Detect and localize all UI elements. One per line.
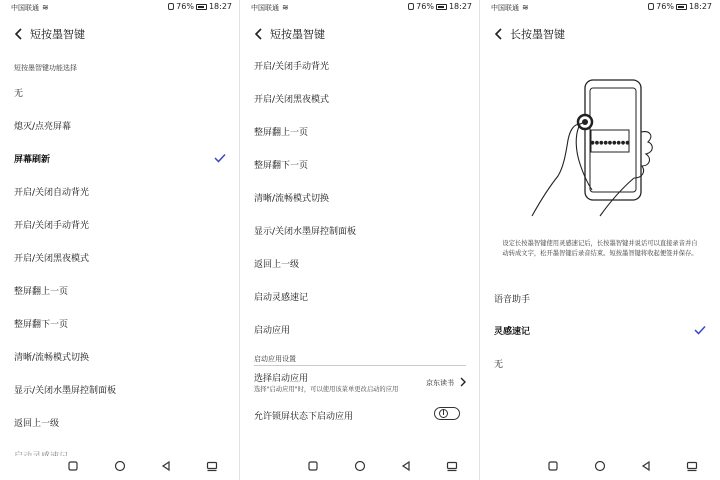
- battery-icon: [676, 4, 687, 10]
- clock: 18:27: [448, 2, 472, 11]
- option-control-panel[interactable]: 显示/关闭水墨屏控制面板: [14, 386, 117, 396]
- check-icon: [694, 325, 706, 335]
- menu-nav-icon[interactable]: [206, 460, 218, 472]
- carrier-label: 中国联通: [11, 4, 39, 12]
- option-screen-refresh[interactable]: 屏幕刷新: [14, 155, 51, 165]
- battery-percent: 76%: [176, 2, 194, 11]
- square-nav-icon[interactable]: [547, 460, 559, 472]
- option-page-up[interactable]: 整屏翻上一页: [14, 287, 69, 297]
- vibrate-icon: [408, 3, 414, 10]
- home-circle-icon[interactable]: [114, 460, 126, 472]
- back-arrow-icon[interactable]: [253, 27, 265, 41]
- section-label: 短按墨智键功能选择: [14, 64, 77, 72]
- option-screen-toggle[interactable]: 熄灭/点亮屏幕: [14, 122, 72, 132]
- clock: 18:27: [208, 2, 232, 11]
- navigation-bar: [0, 456, 240, 476]
- clock: 18:27: [688, 2, 712, 11]
- option-page-down[interactable]: 整屏翻下一页: [254, 161, 309, 171]
- battery-icon: [436, 4, 447, 10]
- battery-percent: 76%: [656, 2, 674, 11]
- option-page-up[interactable]: 整屏翻上一页: [254, 128, 309, 138]
- lockscreen-launch-toggle[interactable]: [434, 407, 460, 420]
- home-circle-icon[interactable]: [594, 460, 606, 472]
- option-auto-backlight[interactable]: 开启/关闭自动背光: [14, 188, 90, 198]
- square-nav-icon[interactable]: [307, 460, 319, 472]
- navigation-bar: [480, 456, 720, 476]
- home-circle-icon[interactable]: [354, 460, 366, 472]
- battery-icon: [196, 4, 207, 10]
- option-voice-assistant[interactable]: 语音助手: [494, 295, 531, 305]
- option-launch-app[interactable]: 启动应用: [254, 326, 291, 336]
- toggle-knob-mark: [443, 410, 444, 415]
- status-bar: [240, 0, 480, 16]
- status-bar: [0, 0, 240, 16]
- back-arrow-icon[interactable]: [493, 27, 505, 41]
- header: [240, 24, 480, 44]
- option-inspiration-note[interactable]: 启动灵感速记: [254, 293, 309, 303]
- option-page-down[interactable]: 整屏翻下一页: [14, 320, 69, 330]
- svg-text:●●●●●●●●●: ●●●●●●●●●: [590, 140, 630, 146]
- option-night-mode[interactable]: 开启/关闭黑夜模式: [254, 95, 330, 105]
- wifi-icon: ≋: [282, 3, 289, 12]
- option-none[interactable]: 无: [494, 360, 504, 370]
- page-title: 短按墨智键: [270, 28, 325, 41]
- screen-short-press-1: [0, 0, 240, 480]
- screen-long-press: [480, 0, 720, 480]
- page-title: 短按墨智键: [30, 28, 85, 41]
- status-bar: [480, 0, 720, 16]
- back-triangle-icon[interactable]: [640, 460, 652, 472]
- option-manual-backlight[interactable]: 开启/关闭手动背光: [14, 221, 90, 231]
- square-nav-icon[interactable]: [67, 460, 79, 472]
- carrier-label: 中国联通: [491, 4, 519, 12]
- hand-holding-phone-illustration: [530, 78, 670, 218]
- vibrate-icon: [168, 3, 174, 10]
- wifi-icon: ≋: [42, 3, 49, 12]
- select-app-title: 选择启动应用: [254, 374, 309, 384]
- selected-app-value: 京东读书: [426, 379, 454, 387]
- chevron-right-icon: [459, 377, 467, 387]
- wifi-icon: ≋: [522, 3, 529, 12]
- menu-nav-icon[interactable]: [446, 460, 458, 472]
- option-night-mode[interactable]: 开启/关闭黑夜模式: [14, 254, 90, 264]
- option-manual-backlight[interactable]: 开启/关闭手动背光: [254, 62, 330, 72]
- back-triangle-icon[interactable]: [400, 460, 412, 472]
- option-go-back[interactable]: 返回上一级: [14, 419, 60, 429]
- check-icon: [214, 153, 226, 163]
- header: [0, 24, 240, 44]
- back-arrow-icon[interactable]: [13, 27, 25, 41]
- option-clarity-mode[interactable]: 清晰/流畅模式切换: [254, 194, 330, 204]
- battery-percent: 76%: [416, 2, 434, 11]
- back-triangle-icon[interactable]: [160, 460, 172, 472]
- long-press-description: 设定长按墨智键使用灵感速记后，长按墨智键并说话可以直接录音并自动转成文字，松开墨智键后录音结束。短按墨智键将收起便签并保存。: [502, 240, 698, 257]
- section-divider: [254, 365, 466, 366]
- carrier-label: 中国联通: [251, 4, 279, 12]
- vibrate-icon: [648, 3, 654, 10]
- menu-nav-icon[interactable]: [686, 460, 698, 472]
- page-title: 长按墨智键: [510, 28, 565, 41]
- option-clarity-mode[interactable]: 清晰/流畅模式切换: [14, 353, 90, 363]
- screen-short-press-2: [240, 0, 480, 480]
- section-label: 启动应用设置: [254, 355, 296, 363]
- lockscreen-launch-label: 允许锁屏状态下启动应用: [254, 412, 354, 422]
- header: [480, 24, 720, 44]
- option-go-back[interactable]: 返回上一级: [254, 260, 300, 270]
- option-inspiration-note[interactable]: 灵感速记: [494, 327, 531, 337]
- navigation-bar: [240, 456, 480, 476]
- select-app-subtitle: 选择"启动应用"时，可以使用该菜单更改启动的应用: [254, 386, 399, 393]
- option-none[interactable]: 无: [14, 89, 24, 99]
- option-control-panel[interactable]: 显示/关闭水墨屏控制面板: [254, 227, 357, 237]
